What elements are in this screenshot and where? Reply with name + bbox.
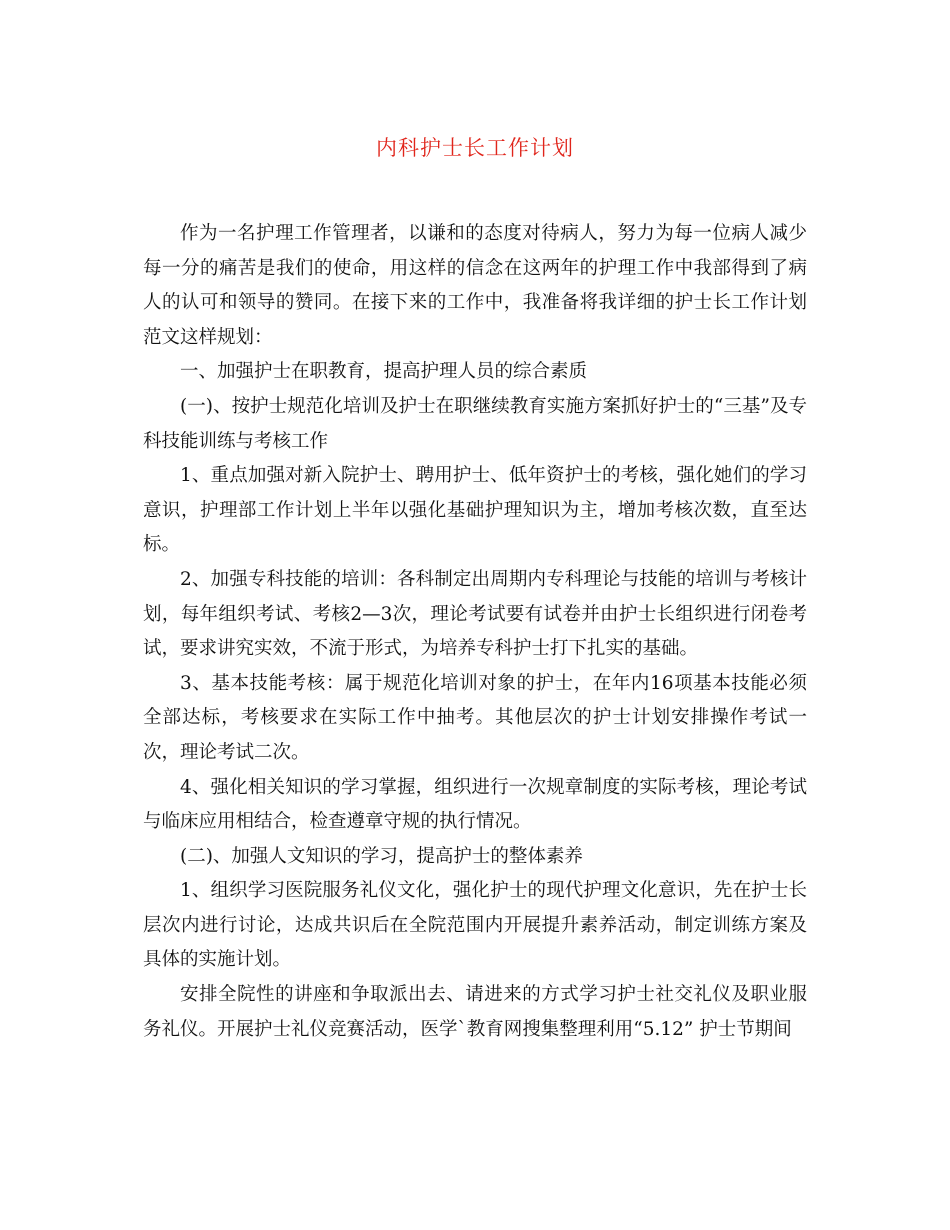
paragraph-item-5: 1、组织学习医院服务礼仪文化，强化护士的现代护理文化意识，先在护士长层次内进行讨论，达成共识后在全院范围内开展提升素养活动，制定训练方案及具体的实施计划。	[143, 880, 807, 971]
paragraph-intro: 作为一名护理工作管理者，以谦和的态度对待病人，努力为每一位病人减少每一分的痛苦是我们的使命，用这样的信念在这两年的护理工作中我部得到了病人的认可和领导的赞同。在接下来的工作中，我准备将我详细的护士长工作计划范文这样规划：	[143, 223, 807, 348]
paragraph-item-2: 2、加强专科技能的培训：各科制定出周期内专科理论与技能的培训与考核计划，每年组织考试、考核2—3次，理论考试要有试卷并由护士长组织进行闭卷考试，要求讲究实效，不流于形式，为培养专科护士打下扎实的基础。	[143, 568, 807, 660]
paragraph-item-3: 3、基本技能考核：属于规范化培训对象的护士，在年内16项基本技能必须全部达标，考核要求在实际工作中抽考。其他层次的护士计划安排操作考试一次，理论考试二次。	[143, 672, 807, 763]
document-title: 内科护士长工作计划	[376, 136, 574, 160]
paragraph-item-6: 安排全院性的讲座和争取派出去、请进来的方式学习护士社交礼仪及职业服务礼仪。开展护士礼仪竞赛活动，医学`教育网搜集整理利用“5.12” 护士节期间	[143, 984, 807, 1040]
paragraph-item-4: 4、强化相关知识的学习掌握，组织进行一次规章制度的实际考核，理论考试与临床应用相结合，检查遵章守规的执行情况。	[143, 776, 807, 833]
paragraph-section-1-heading: 一、加强护士在职教育，提高护理人员的综合素质	[180, 361, 588, 383]
document-body	[143, 217, 807, 1047]
paragraph-subsection-2-heading: (二)、加强人文知识的学习，提高护士的整体素养	[180, 845, 583, 867]
paragraph-item-1: 1、重点加强对新入院护士、聘用护士、低年资护士的考核，强化她们的学习意识，护理部工作计划上半年以强化基础护理知识为主，增加考核次数，直至达标。	[143, 465, 807, 556]
paragraph-subsection-1-heading: (一)、按护士规范化培训及护士在职继续教育实施方案抓好护士的“三基”及专科技能训练与考核工作	[143, 395, 807, 452]
